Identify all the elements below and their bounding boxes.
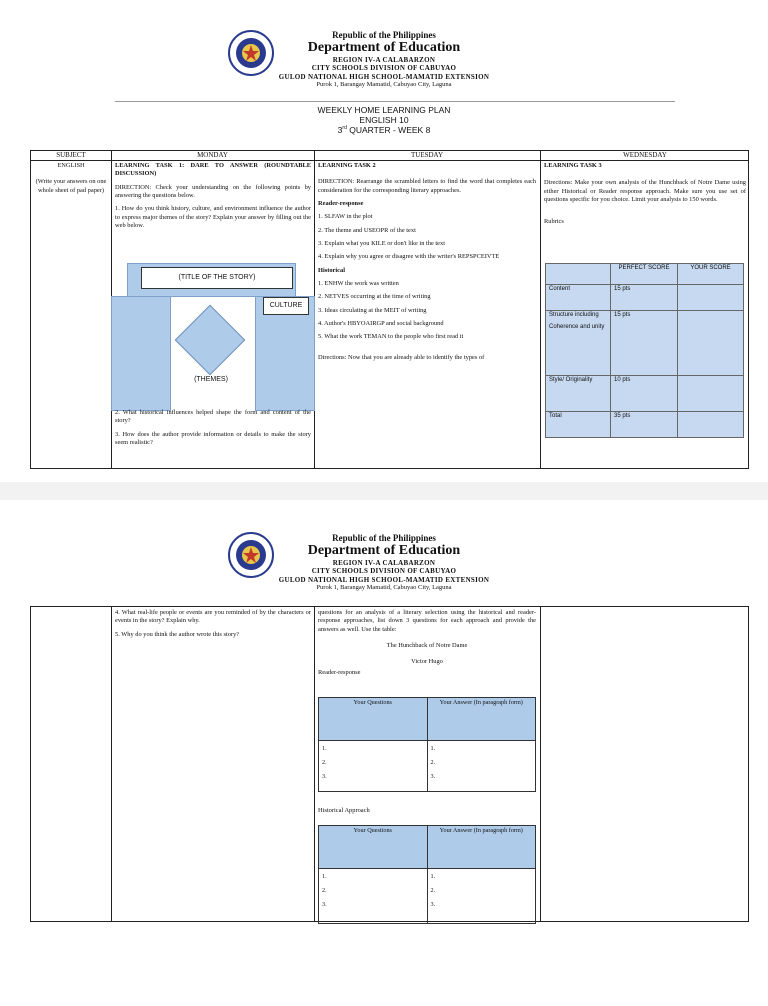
- monday-cell-cont: [115, 409, 311, 452]
- book-author: Victor Hugo: [411, 658, 443, 666]
- historical-item-2: 2. NETVES occurring at the time of writing: [318, 293, 431, 301]
- wednesday-cell: [544, 162, 746, 232]
- rubrics-label: Rubrics: [544, 218, 564, 226]
- task1-q1: 1. How do you think history, culture, and environment influence the author to express major themes of the story? Explain your answer by filling out the web below.: [115, 205, 311, 229]
- monday-cell: [115, 162, 311, 235]
- historical-item-4: 4. Author's HBYOAIRGP and social background: [318, 319, 444, 327]
- col-tuesday: TUESDAY: [410, 151, 444, 159]
- web-themes-label: (THEMES): [194, 376, 228, 383]
- subject-cell: [35, 162, 107, 195]
- historical-answers-cell[interactable]: 1. 2. 3.: [427, 869, 536, 924]
- document-page-1: [0, 0, 768, 482]
- plan-table: [30, 150, 749, 469]
- division-line: CITY SCHOOLS DIVISION OF CABUYAO: [311, 567, 457, 576]
- rubric-content-score[interactable]: [678, 285, 744, 311]
- subject-name: ENGLISH: [57, 162, 85, 169]
- rubric-structure-score[interactable]: [678, 311, 744, 376]
- rubric-header-perfect: PERFECT SCORE: [611, 264, 678, 285]
- header-divider: [115, 101, 675, 102]
- reader-questions-cell[interactable]: 1. 2. 3.: [319, 741, 428, 792]
- reader-item-1: 1. SLFAW in the plot: [318, 213, 373, 221]
- tuesday-cell-page2: [318, 609, 536, 682]
- book-title: The Hunchback of Notre Dame: [386, 641, 468, 649]
- monday-cell-page2: [115, 609, 311, 644]
- reader-response-label: Reader-response: [318, 199, 364, 207]
- address-line: Purok 1, Barangay Mamatid, Cabuyao City, Laguna: [316, 80, 452, 88]
- reader-item-3: 3. Explain what you KILE or don't like in the text: [318, 239, 445, 247]
- task1-q2: 2. What historical influences helped shape the form and content of the story?: [115, 409, 311, 425]
- reader-answers-cell[interactable]: 1. 2. 3.: [427, 741, 536, 792]
- plan-heading: [0, 105, 768, 136]
- task1-q5: 5. Why do you think the author wrote this story?: [115, 630, 240, 638]
- division-line: CITY SCHOOLS DIVISION OF CABUYAO: [311, 64, 457, 73]
- rubric-style: Style/ Originality: [546, 376, 611, 412]
- rubric-table: [545, 263, 744, 438]
- web-culture-box: CULTURE: [263, 297, 309, 315]
- republic-line: Republic of the Philippines: [332, 30, 436, 40]
- historical-item-5: 5. What the work TEMAN to the people who first read it: [318, 333, 464, 341]
- reader-response-table-label: Reader-response: [318, 668, 361, 676]
- plan-table-continued: [30, 606, 749, 922]
- rubric-style-score[interactable]: [678, 376, 744, 412]
- rubric-total-pts: 35 pts: [611, 412, 678, 438]
- web-title-box: (TITLE OF THE STORY): [141, 267, 293, 289]
- rubric-content: Content: [546, 285, 611, 311]
- tuesday-cell: [318, 162, 536, 367]
- letterhead: [0, 30, 768, 88]
- reader-item-2: 2. The theme and USEOPR of the text: [318, 226, 416, 234]
- document-page-2: [0, 500, 768, 1006]
- region-line: REGION IV-A CALABARZON: [332, 559, 436, 568]
- rubric-content-pts: 15 pts: [611, 285, 678, 311]
- department-title: Department of Education: [307, 40, 461, 56]
- col-monday: MONDAY: [197, 151, 228, 159]
- historical-item-1: 1. ENHW the work was written: [318, 279, 399, 287]
- col-your-answer: Your Answer (In paragraph form): [427, 826, 536, 869]
- col-subject: SUBJECT: [56, 151, 86, 159]
- col-your-answer: Your Answer (In paragraph form): [427, 698, 536, 741]
- historical-item-3: 3. Ideas circulating at the MEIT of writing: [318, 306, 427, 314]
- col-your-questions: Your Questions: [319, 826, 428, 869]
- school-line: GULOD NATIONAL HIGH SCHOOL-MAMATID EXTENSION: [278, 575, 490, 584]
- task3-direction: Directions: Make your own analysis of the Hunchback of Notre Dame using either Historical or Reader response approach. Make sure you use set of questions specific for you choice. Limit your analysis to 150 words.: [544, 179, 746, 203]
- department-title: Department of Education: [307, 543, 461, 559]
- historical-questions-cell[interactable]: 1. 2. 3.: [319, 869, 428, 924]
- task1-direction: DIRECTION: Check your understanding on the following points by answering the questions below.: [115, 183, 311, 199]
- rubric-total-score[interactable]: [678, 412, 744, 438]
- col-your-questions: Your Questions: [319, 698, 428, 741]
- plan-subject: ENGLISH 10: [359, 115, 409, 126]
- plan-title: WEEKLY HOME LEARNING PLAN: [317, 105, 451, 115]
- republic-line: Republic of the Philippines: [332, 533, 436, 543]
- historical-approach-table: [318, 825, 536, 924]
- letterhead: [0, 533, 768, 591]
- reader-response-table: [318, 697, 536, 792]
- address-line: Purok 1, Barangay Mamatid, Cabuyao City, Laguna: [316, 583, 452, 591]
- task1-title: LEARNING TASK 1: DARE TO ANSWER (ROUNDTABLE DISCUSSION): [115, 162, 311, 178]
- task3-title: LEARNING TASK 3: [544, 162, 602, 169]
- rubric-structure: Structure including Coherence and unity: [546, 311, 611, 376]
- rubric-style-pts: 10 pts: [611, 376, 678, 412]
- school-line: GULOD NATIONAL HIGH SCHOOL-MAMATID EXTENSION: [278, 72, 490, 81]
- task2-title: LEARNING TASK 2: [318, 162, 376, 169]
- rubric-header-your: YOUR SCORE: [678, 264, 744, 285]
- directions-continued-2: questions for an analysis of a literary selection using the historical and reader-response approaches, list down 3 questions for each approach and provide the answers as well. Use the table:: [318, 609, 536, 633]
- plan-quarter: 3rd QUARTER - WEEK 8: [337, 125, 431, 136]
- task2-direction: DIRECTION: Rearrange the scrambled letters to find the word that completes each consideration for the corresponding literary approaches.: [318, 178, 536, 194]
- web-center-diamond: [175, 305, 246, 376]
- rubric-total: Total: [546, 412, 611, 438]
- task1-q3: 3. How does the author provide information or details to make the story seem realistic?: [115, 430, 311, 446]
- col-wednesday: WEDNESDAY: [623, 151, 667, 159]
- rubric-structure-pts: 15 pts: [611, 311, 678, 376]
- region-line: REGION IV-A CALABARZON: [332, 56, 436, 65]
- historical-label: Historical: [318, 266, 345, 274]
- reader-item-4: 4. Explain why you agree or disagree with the writer's REPSPCEIVTE: [318, 253, 500, 261]
- directions-continued: Directions: Now that you are already able to identify the types of: [318, 353, 485, 361]
- task1-q4: 4. What real-life people or events are you reminded of by the characters or events in the story? Explain why.: [115, 609, 311, 625]
- subject-note: (Write your answers on one whole sheet of pad paper): [35, 178, 107, 194]
- historical-approach-label: Historical Approach: [318, 807, 370, 814]
